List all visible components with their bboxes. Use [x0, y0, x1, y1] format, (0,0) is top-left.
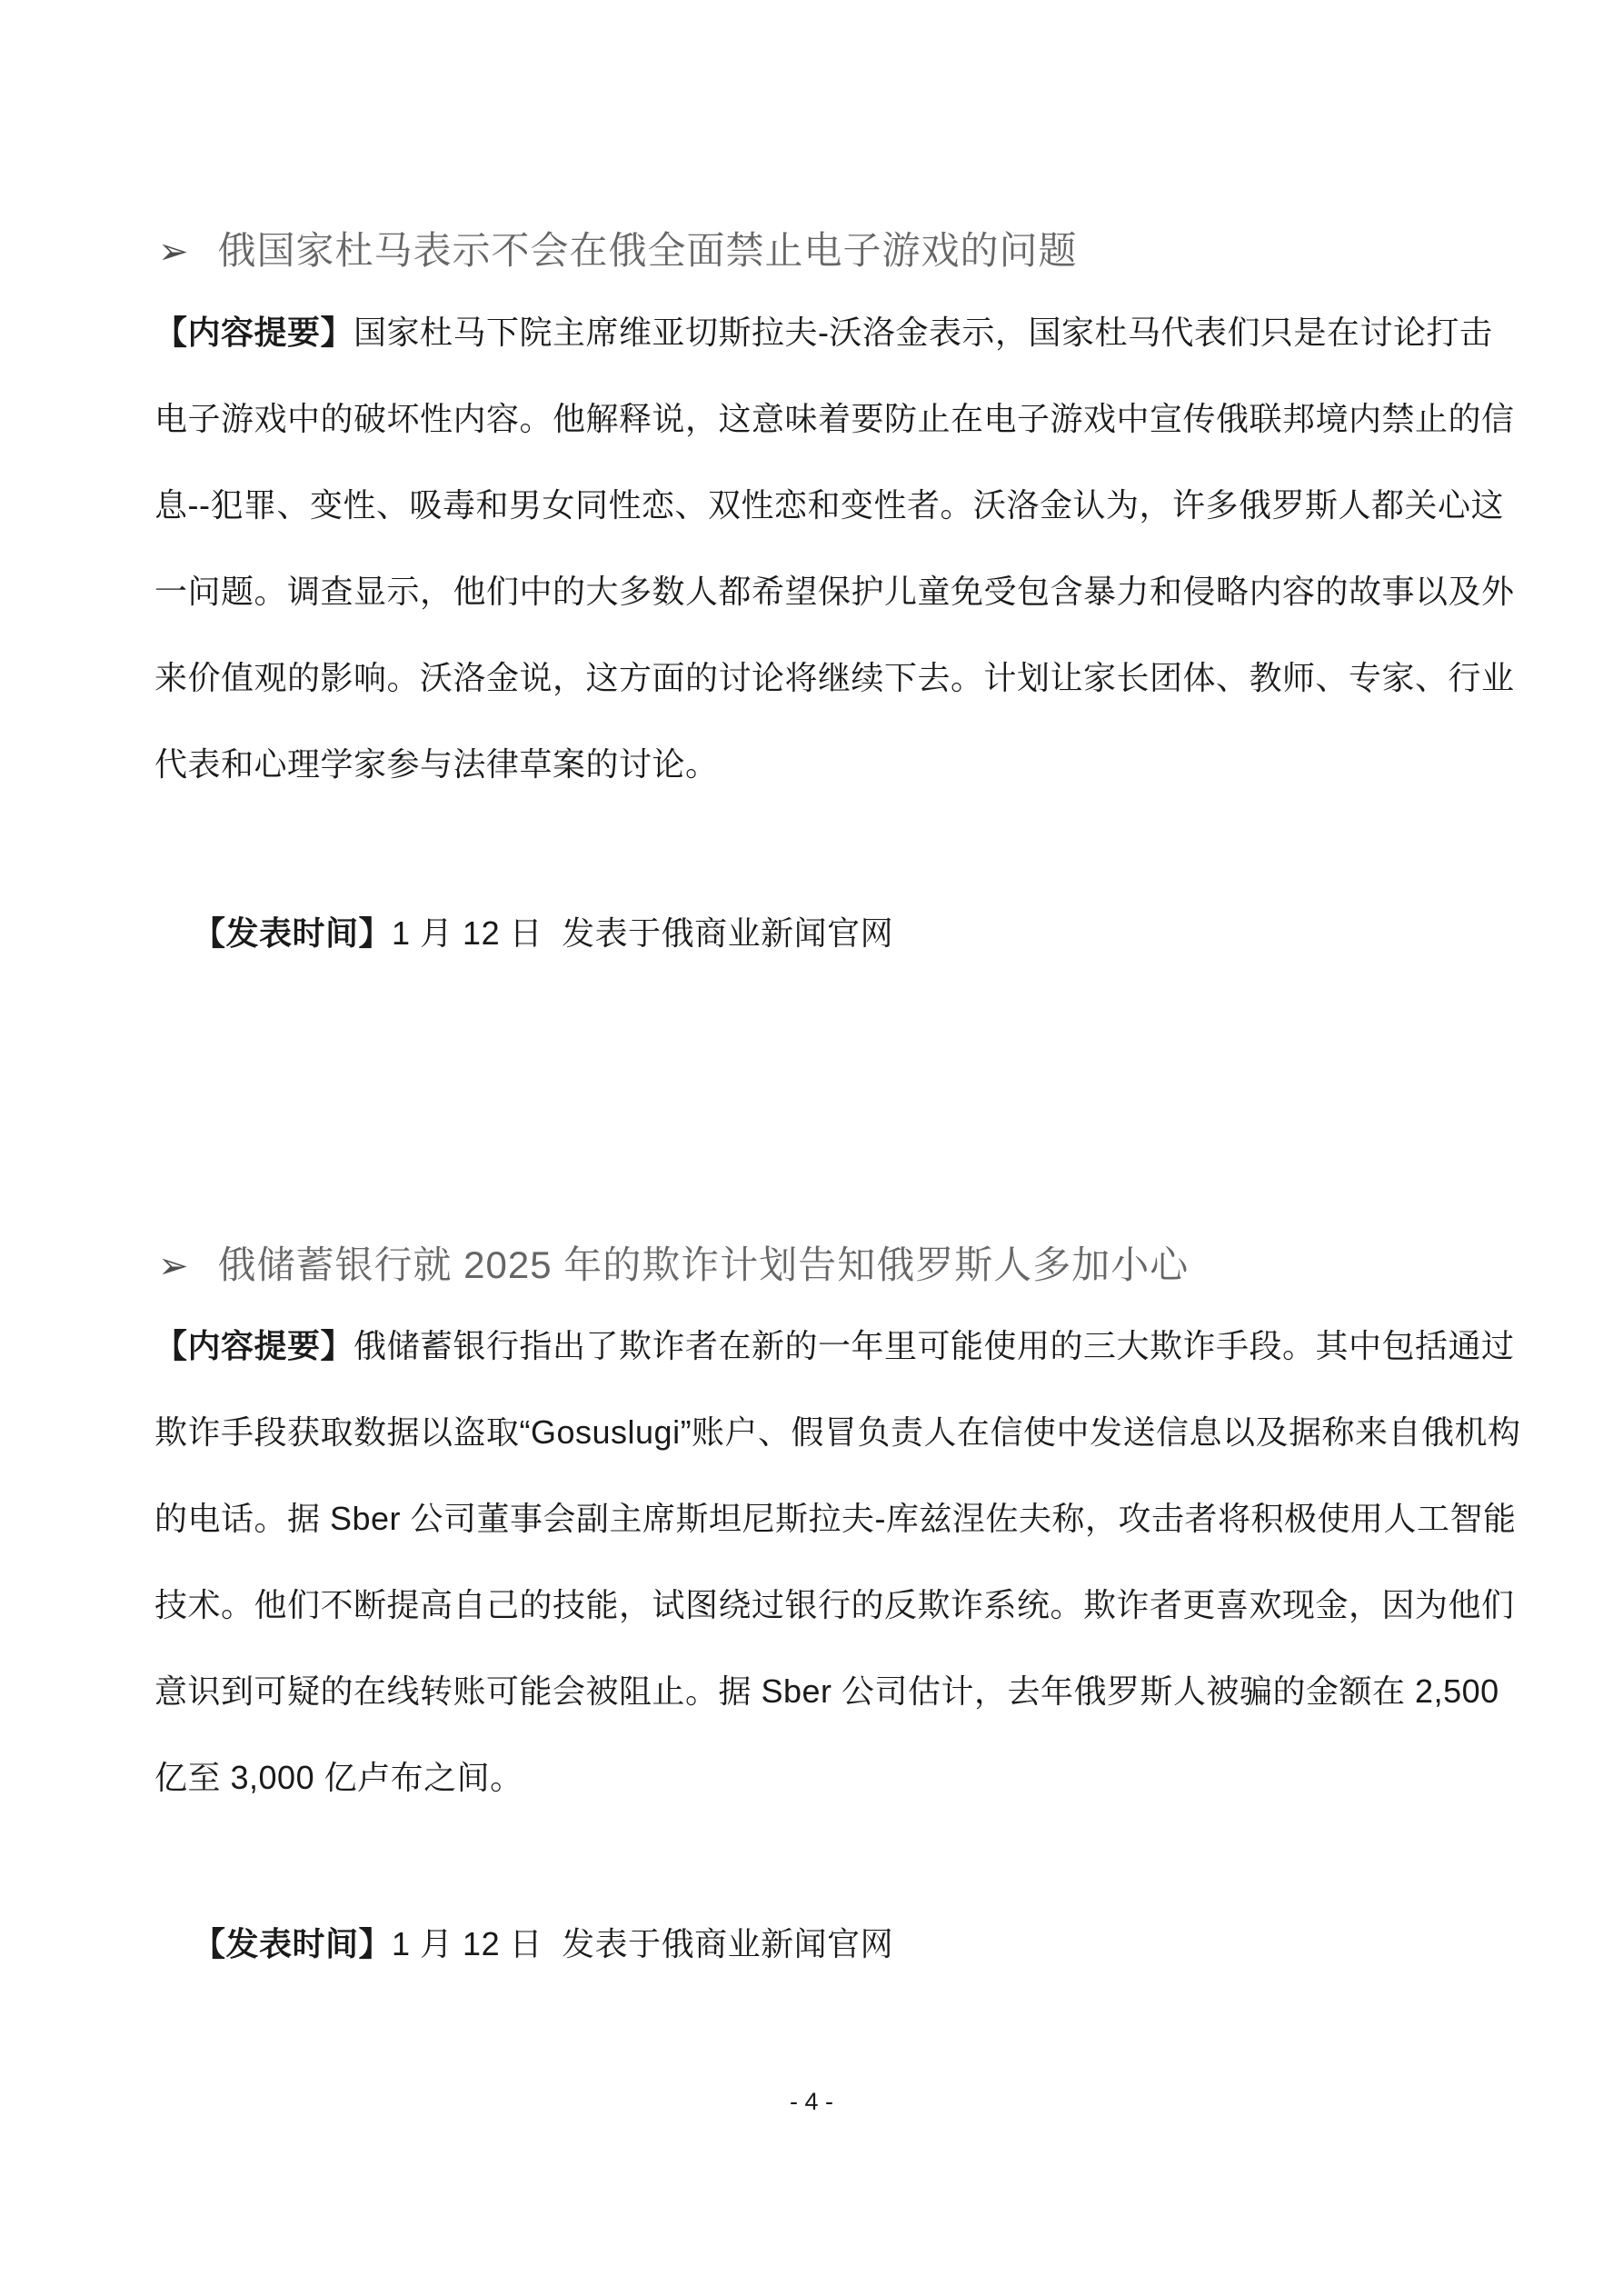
section-1-publish-time — [154, 804, 893, 1063]
time-label: 【发表时间】 — [193, 1925, 393, 1962]
summary-line — [154, 1303, 1515, 1389]
summary-line: 技术。他们不断提高自己的技能，试图绕过银行的反欺诈系统。欺诈者更喜欢现金，因为他们 — [154, 1586, 1515, 1623]
summary-label: 【内容提要】 — [154, 314, 354, 351]
arrow-bullet-icon: ➢ — [158, 1246, 189, 1286]
summary-line: 一问题。调查显示，他们中的大多数人都希望保护儿童免受包含暴力和侵略内容的故事以及外 — [154, 573, 1515, 610]
section-1-heading: 俄国家杜马表示不会在俄全面禁止电子游戏的问题 — [217, 229, 1078, 272]
section-2-heading-row — [158, 1242, 1189, 1289]
summary-line: 欺诈手段获取数据以盗取“Gosuslugi”账户、假冒负责人在信使中发送信息以及据称来自俄机构 — [154, 1413, 1521, 1451]
section-1-heading-row — [158, 227, 1078, 275]
summary-line: 代表和心理学家参与法律草案的讨论。 — [154, 745, 719, 783]
section-2-publish-time — [154, 1814, 893, 2073]
page-number: - 4 - — [789, 2088, 833, 2115]
summary-line-text: 国家杜马下院主席维亚切斯拉夫-沃洛金表示，国家杜马代表们只是在讨论打击 — [353, 314, 1493, 351]
section-2-summary — [154, 1303, 1521, 1821]
summary-line: 电子游戏中的破坏性内容。他解释说，这意味着要防止在电子游戏中宣传俄联邦境内禁止的信 — [154, 400, 1515, 437]
summary-line: 的电话。据 Sber 公司董事会副主席斯坦尼斯拉夫-库兹涅佐夫称，攻击者将积极使用人工智能 — [154, 1500, 1517, 1537]
summary-line: 意识到可疑的在线转账可能会被阻止。据 Sber 公司估计，去年俄罗斯人被骗的金额在 2,500 — [154, 1672, 1499, 1710]
arrow-bullet-icon: ➢ — [158, 232, 189, 272]
summary-line: 亿至 3,000 亿卢布之间。 — [154, 1759, 523, 1796]
time-text: 1 月 12 日 发表于俄商业新闻官网 — [392, 914, 894, 952]
summary-line: 来价值观的影响。沃洛金说，这方面的讨论将继续下去。计划让家长团体、教师、专家、行业 — [154, 659, 1515, 696]
section-1-summary — [154, 289, 1515, 807]
time-label: 【发表时间】 — [193, 914, 393, 952]
summary-line: 息--犯罪、变性、吸毒和男女同性恋、双性恋和变性者。沃洛金认为，许多俄罗斯人都关心这 — [154, 486, 1504, 524]
summary-label: 【内容提要】 — [154, 1327, 354, 1364]
summary-line-text: 俄储蓄银行指出了欺诈者在新的一年里可能使用的三大欺诈手段。其中包括通过 — [353, 1327, 1515, 1364]
section-2-heading: 俄储蓄银行就 2025 年的欺诈计划告知俄罗斯人多加小心 — [217, 1243, 1190, 1286]
summary-line — [154, 289, 1493, 375]
time-text: 1 月 12 日 发表于俄商业新闻官网 — [392, 1925, 894, 1962]
